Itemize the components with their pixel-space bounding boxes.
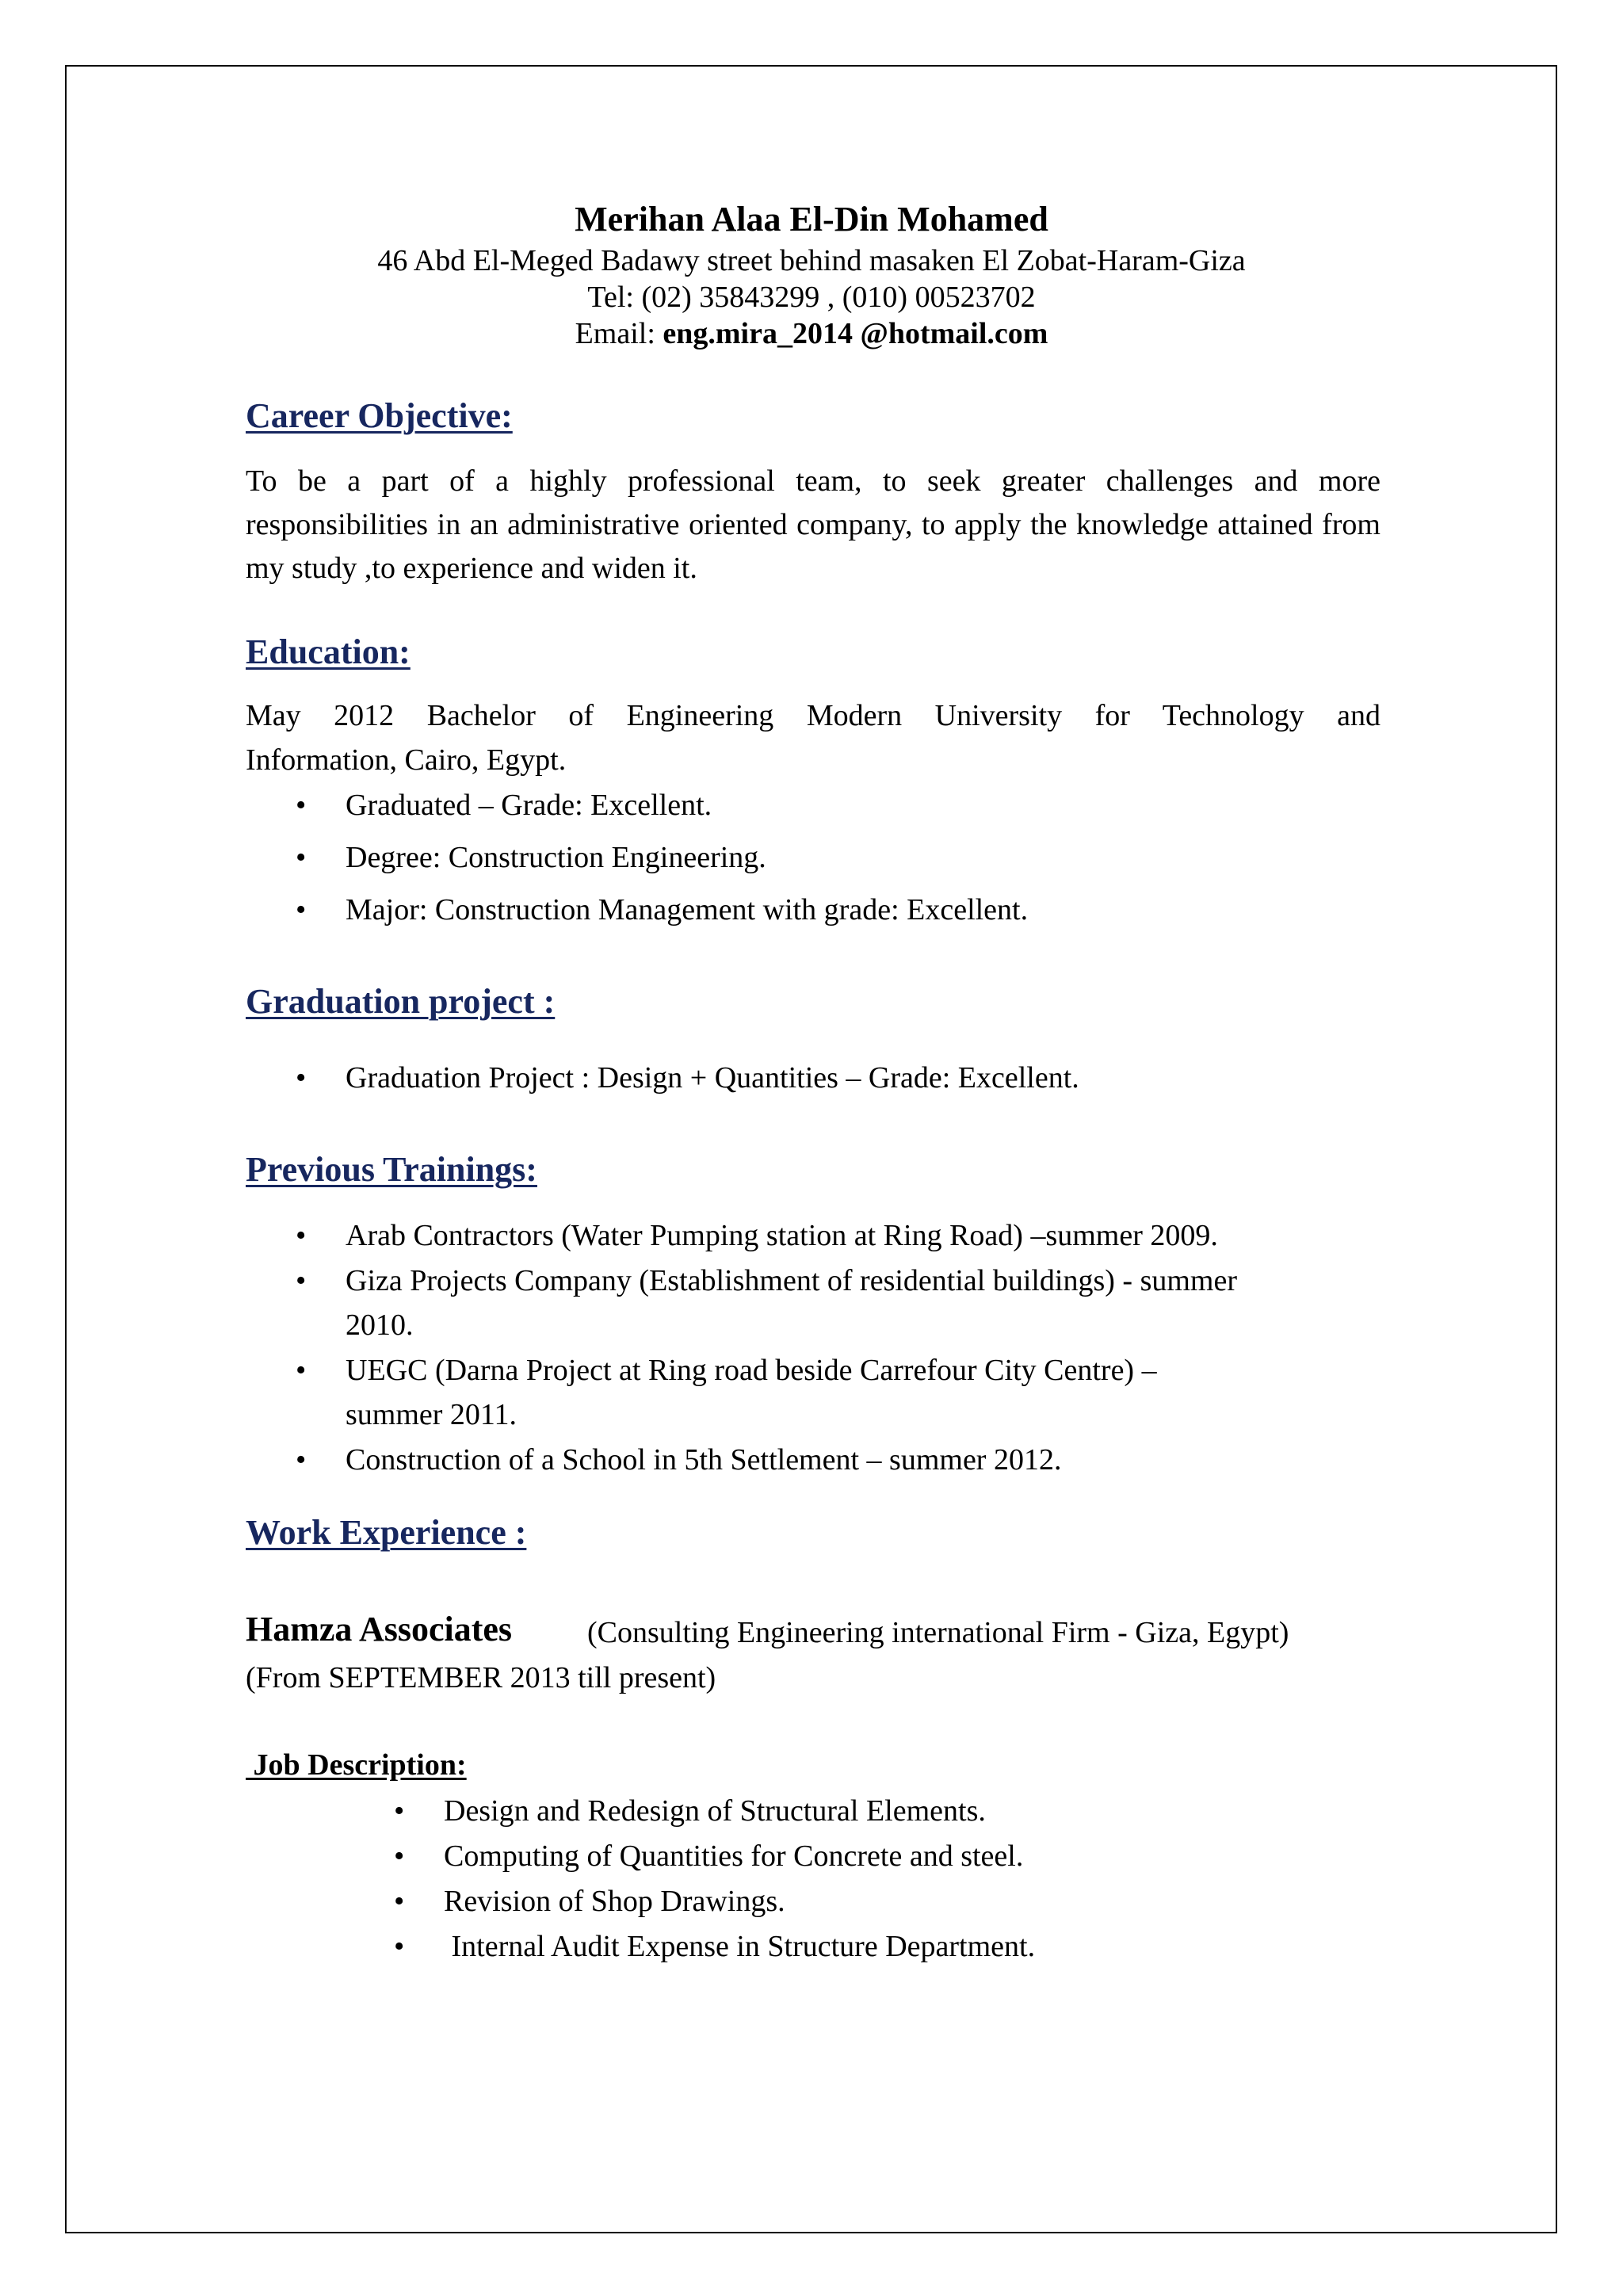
job-duty-text: Design and Redesign of Structural Elements.: [444, 1794, 986, 1828]
bullet-icon: •: [296, 789, 307, 822]
bullet-icon: •: [296, 841, 307, 874]
career-objective-text: To be a part of a highly professional team, to seek greater challenges and more responsibilities in an administrative oriented company, to apply the knowledge attained from my study ,to experience and widen it.: [246, 464, 1381, 585]
employment-period: (From SEPTEMBER 2013 till present): [246, 1661, 716, 1694]
career-objective-heading: Career Objective:: [246, 396, 513, 435]
bullet-icon: •: [296, 1264, 307, 1297]
work-experience-heading: Work Experience :: [246, 1513, 527, 1552]
bullet-icon: •: [394, 1885, 405, 1918]
phone-line: Tel: (02) 35843299 , (010) 00523702: [587, 281, 1036, 314]
company-name: Hamza Associates: [246, 1610, 513, 1648]
education-item-text: Graduated – Grade: Excellent.: [346, 789, 712, 822]
job-description-heading: Job Description:: [246, 1748, 467, 1782]
education-institution-line: Information, Cairo, Egypt.: [246, 743, 567, 777]
bullet-icon: •: [296, 893, 307, 926]
training-item-text: Giza Projects Company (Establishment of residential buildings) - summer: [346, 1264, 1238, 1297]
graduation-project-text: Graduation Project : Design + Quantities – Grade: Excellent.: [346, 1061, 1079, 1095]
address-line: 46 Abd El-Meged Badawy street behind masaken El Zobat-Haram-Giza: [377, 244, 1246, 277]
email-label: Email:: [575, 317, 663, 350]
bullet-icon: •: [296, 1219, 307, 1252]
training-item-text-continued: summer 2011.: [346, 1398, 517, 1431]
graduation-project-heading: Graduation project :: [246, 982, 556, 1021]
email-address: eng.mira_2014 @hotmail.com: [663, 317, 1048, 350]
bullet-icon: •: [296, 1443, 307, 1477]
education-item-text: Major: Construction Management with grade: Excellent.: [346, 893, 1029, 926]
education-heading: Education:: [246, 632, 411, 671]
bullet-icon: •: [394, 1930, 405, 1963]
training-item-text-continued: 2010.: [346, 1308, 414, 1342]
education-degree-line: May 2012 Bachelor of Engineering Modern University for Technology and: [246, 699, 1381, 732]
job-duty-text: Internal Audit Expense in Structure Department.: [444, 1930, 1036, 1963]
candidate-name: Merihan Alaa El-Din Mohamed: [575, 200, 1048, 239]
company-description: (Consulting Engineering international Firm - Giza, Egypt): [587, 1616, 1289, 1649]
training-item-text: Arab Contractors (Water Pumping station at Ring Road) –summer 2009.: [346, 1219, 1218, 1252]
bullet-icon: •: [394, 1794, 405, 1828]
training-item-text: UEGC (Darna Project at Ring road beside Carrefour City Centre) –: [346, 1354, 1157, 1387]
trainings-heading: Previous Trainings:: [246, 1150, 537, 1189]
training-item-text: Construction of a School in 5th Settlement – summer 2012.: [346, 1443, 1062, 1477]
email-line: [0, 315, 1623, 352]
job-duty-text: Computing of Quantities for Concrete and steel.: [444, 1839, 1024, 1873]
bullet-icon: •: [394, 1839, 405, 1873]
bullet-icon: •: [296, 1061, 307, 1095]
education-item-text: Degree: Construction Engineering.: [346, 841, 766, 874]
job-duty-text: Revision of Shop Drawings.: [444, 1885, 785, 1918]
bullet-icon: •: [296, 1354, 307, 1387]
